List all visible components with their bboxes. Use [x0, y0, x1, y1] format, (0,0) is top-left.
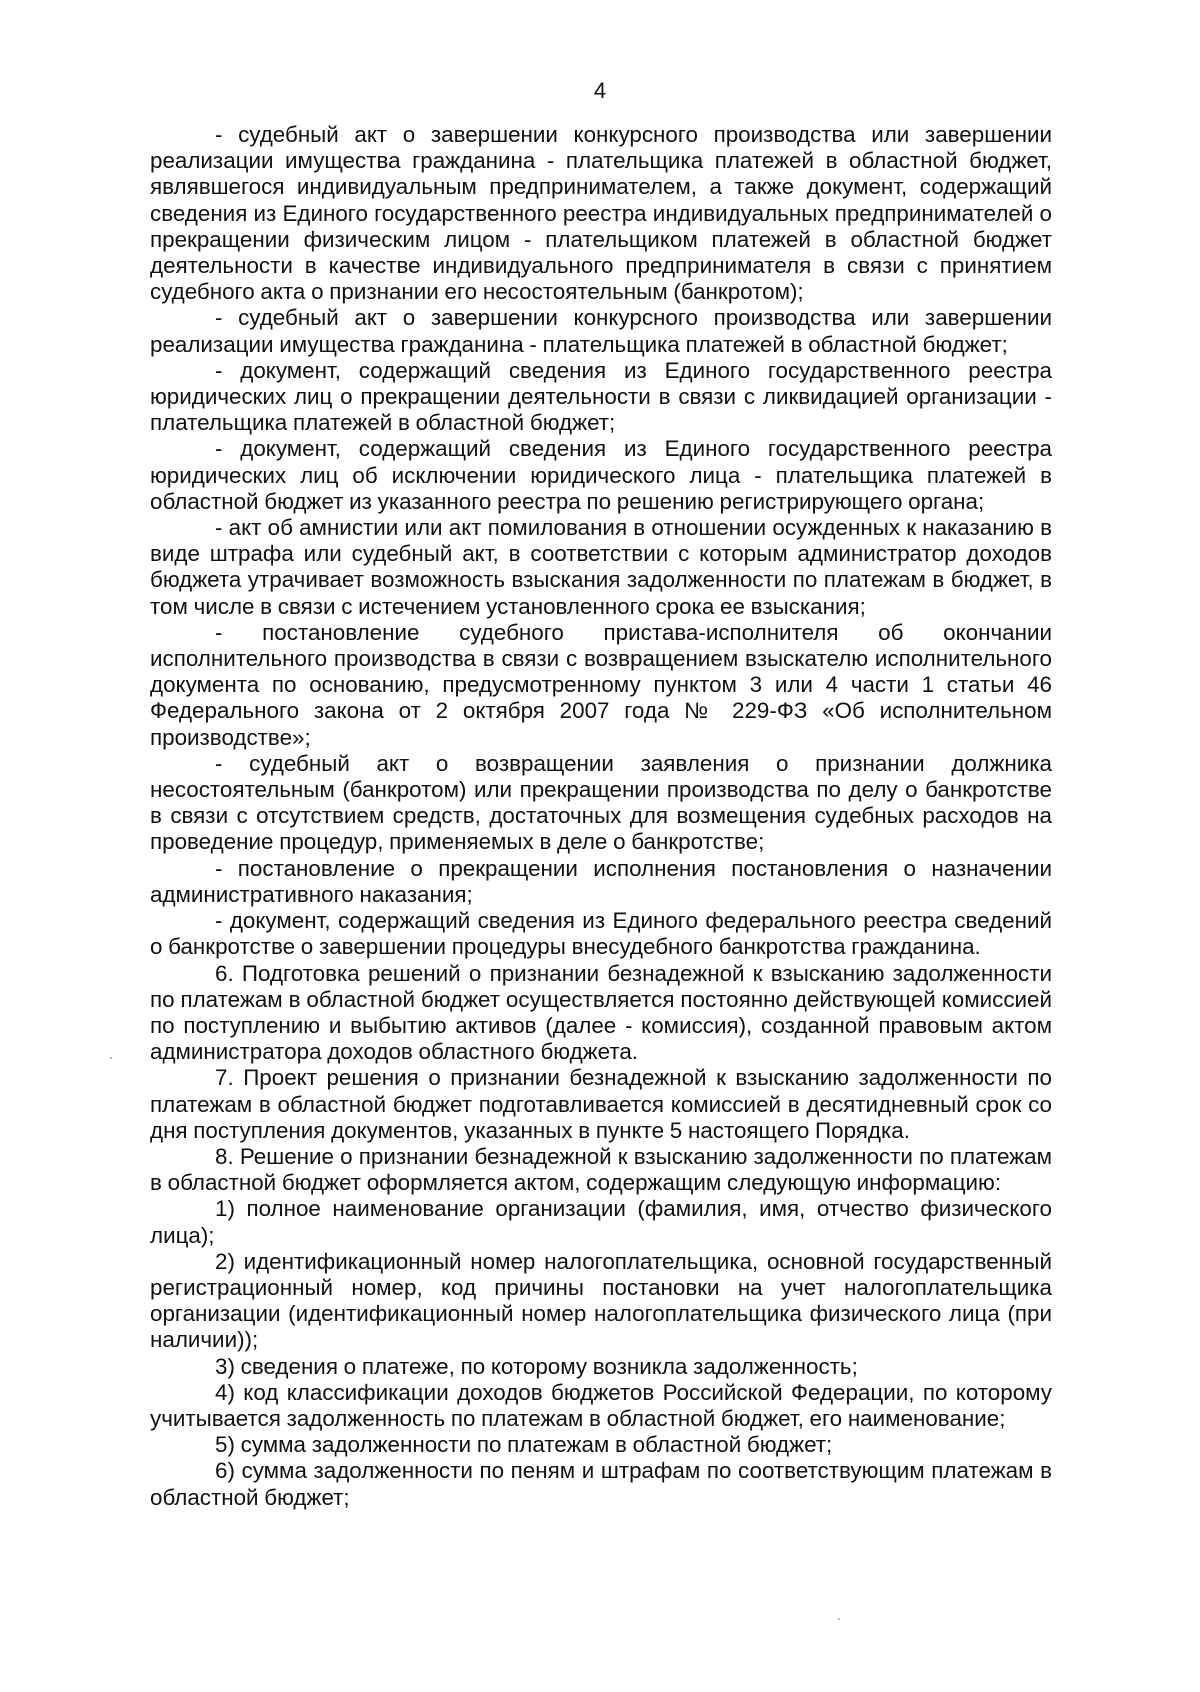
- list-item: 4) код классификации доходов бюджетов Российской Федерации, по которому учитывается задолженность по платежам в областной бюджет, его наименование;: [150, 1379, 1052, 1431]
- paragraph: - акт об амнистии или акт помилования в отношении осужденных к наказанию в виде штрафа или судебный акт, в соответствии с которым администратор доходов бюджета утрачивает возможность взыскания задолженности по платежам в бюджет, в том числе в связи с истечением установленного срока ее взыскания;: [150, 515, 1052, 619]
- paragraph: - судебный акт о завершении конкурсного производства или завершении реализации имущества гражданина - плательщика платежей в областной бюджет;: [150, 305, 1052, 357]
- page-number: 4: [593, 78, 607, 103]
- document-body: [150, 122, 1052, 1511]
- paragraph: - судебный акт о возвращении заявления о признании должника несостоятельным (банкротом) или прекращении производства по делу о банкротстве в связи с отсутствием средств, достаточных для возмещения судебных расходов на проведение процедур, применяемых в деле о банкротстве;: [150, 750, 1052, 855]
- scan-speck: [110, 1057, 112, 1059]
- paragraph: 8. Решение о признании безнадежной к взысканию задолженности по платежам в областной бюджет оформляется актом, содержащим следующую информацию:: [150, 1143, 1052, 1196]
- list-item: 2) идентификационный номер налогоплательщика, основной государственный регистрационный номер, код причины постановки на учет налогоплательщика организации (идентификационный номер налогоплательщика физического лица (при наличии));: [150, 1248, 1052, 1353]
- paragraph: - документ, содержащий сведения из Единого государственного реестра юридических лиц о прекращении деятельности в связи с ликвидацией организации - плательщика платежей в областной бюджет;: [150, 357, 1052, 436]
- paragraph: - судебный акт о завершении конкурсного производства или завершении реализации имущества гражданина - плательщика платежей в областной бюджет, являвшегося индивидуальным предпринимателем, а также документ, содержащий сведения из Единого государственного реестра индивидуальных предпринимателей о прекращении физическим лицом - плательщиком платежей в областной бюджет деятельности в качестве индивидуального предпринимателя в связи с принятием судебного акта о признании его несостоятельным (банкротом);: [150, 122, 1052, 305]
- list-item: 1) полное наименование организации (фамилия, имя, отчество физического лица);: [150, 1196, 1052, 1248]
- list-item: 3) сведения о платеже, по которому возникла задолженность;: [215, 1353, 858, 1379]
- paragraph: - документ, содержащий сведения из Единого федерального реестра сведений о банкротстве о завершении процедуры внесудебного банкротства гражданина.: [150, 908, 1052, 960]
- scan-speck: [838, 1618, 840, 1620]
- list-item: 5) сумма задолженности по платежам в областной бюджет;: [215, 1432, 833, 1458]
- paragraph: 7. Проект решения о признании безнадежной к взысканию задолженности по платежам в областной бюджет подготавливается комиссией в десятидневный срок со дня поступления документов, указанных в пункте 5 настоящего Порядка.: [150, 1065, 1052, 1143]
- list-item: 6) сумма задолженности по пеням и штрафам по соответствующим платежам в областной бюджет;: [150, 1458, 1052, 1510]
- paragraph: - документ, содержащий сведения из Единого государственного реестра юридических лиц об исключении юридического лица - плательщика платежей в областной бюджет из указанного реестра по решению регистрирующего органа;: [150, 436, 1052, 514]
- paragraph: - постановление судебного пристава-исполнителя об окончании исполнительного производства в связи с возвращением взыскателю исполнительного документа по основанию, предусмотренному пунктом 3 или 4 части 1 статьи 46 Федерального закона от 2 октября 2007 года № 229-ФЗ «Об исполнительном производстве»;: [150, 619, 1052, 750]
- paragraph: - постановление о прекращении исполнения постановления о назначении административного наказания;: [150, 855, 1052, 907]
- paragraph: 6. Подготовка решений о признании безнадежной к взысканию задолженности по платежам в областной бюджет осуществляется постоянно действующей комиссией по поступлению и выбытию активов (далее - комиссия), созданной правовым актом администратора доходов областного бюджета.: [150, 960, 1052, 1065]
